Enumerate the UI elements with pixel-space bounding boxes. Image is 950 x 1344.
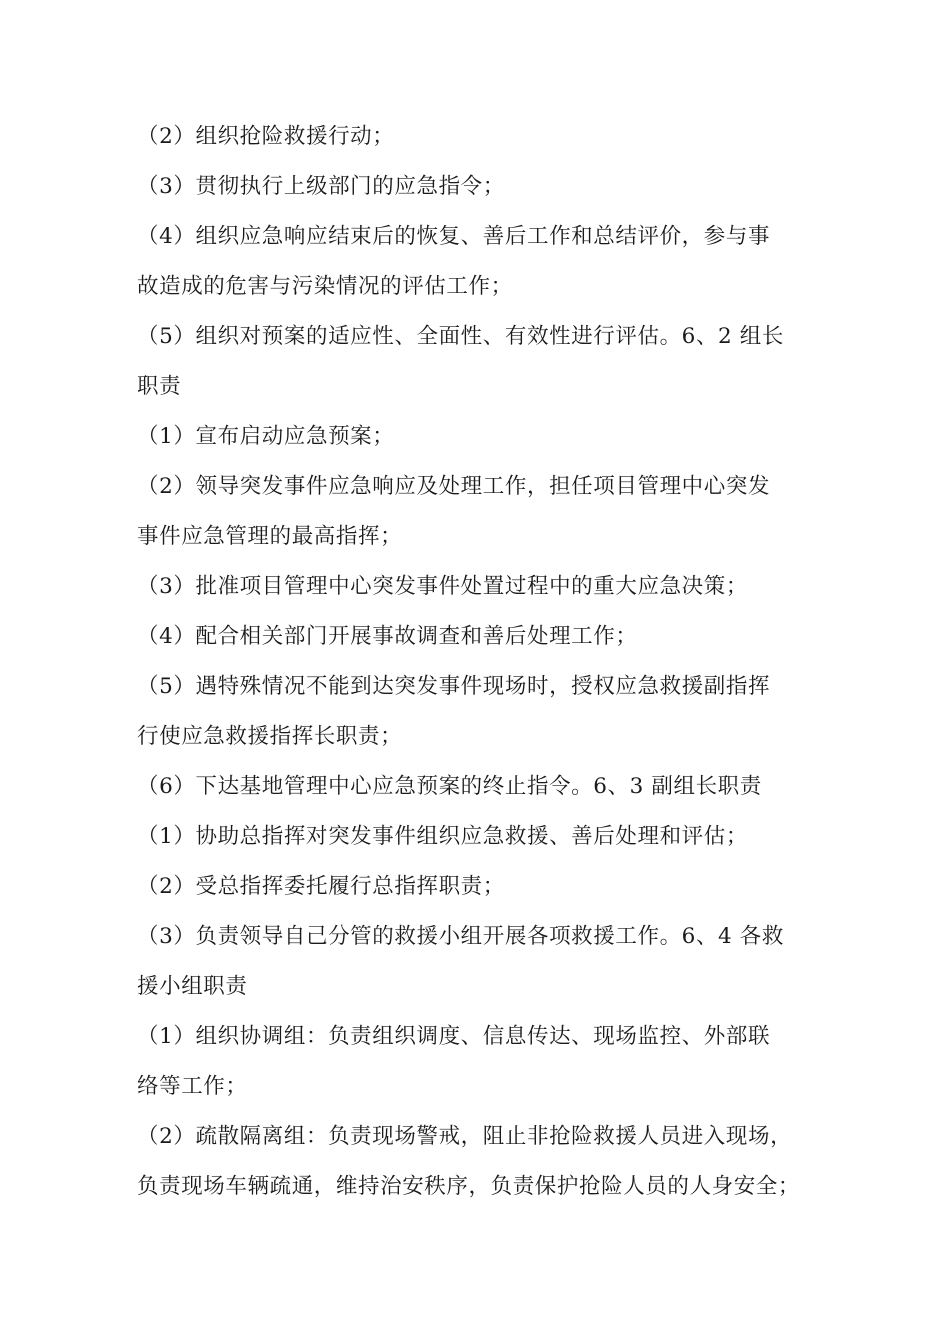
text-line: （3）贯彻执行上级部门的应急指令； [137,174,505,199]
text-line: （1）组织协调组：负责组织调度、信息传达、现场监控、外部联 [137,1024,771,1049]
text-line: 职责 [137,374,182,399]
text-line: 事件应急管理的最高指挥； [137,524,403,549]
text-line: 援小组职责 [137,974,248,999]
text-line: 负责现场车辆疏通，维持治安秩序，负责保护抢险人员的人身安全； [137,1174,801,1199]
text-line: （2）组织抢险救援行动； [137,124,395,149]
text-line: （2）受总指挥委托履行总指挥职责； [137,874,505,899]
text-line: （1）协助总指挥对突发事件组织应急救援、善后处理和评估； [137,824,748,849]
text-line: （5）组织对预案的适应性、全面性、有效性进行评估。6、2 组长 [137,324,784,349]
text-line: （2）疏散隔离组：负责现场警戒，阻止非抢险救援人员进入现场， [137,1124,793,1149]
text-line: （4）配合相关部门开展事故调查和善后处理工作； [137,624,638,649]
text-line: （5）遇特殊情况不能到达突发事件现场时，授权应急救援副指挥 [137,674,771,699]
text-line: （1）宣布启动应急预案； [137,424,395,449]
document-body [137,112,827,1212]
text-line: （6）下达基地管理中心应急预案的终止指令。6、3 副组长职责 [137,774,762,799]
text-line: 故造成的危害与污染情况的评估工作； [137,274,513,299]
text-line: （2）领导突发事件应急响应及处理工作，担任项目管理中心突发 [137,474,771,499]
text-line: （3）负责领导自己分管的救援小组开展各项救援工作。6、4 各救 [137,924,784,949]
text-line: 行使应急救援指挥长职责； [137,724,403,749]
text-line: 络等工作； [137,1074,248,1099]
text-line: （3）批准项目管理中心突发事件处置过程中的重大应急决策； [137,574,748,599]
text-line: （4）组织应急响应结束后的恢复、善后工作和总结评价，参与事 [137,224,771,249]
